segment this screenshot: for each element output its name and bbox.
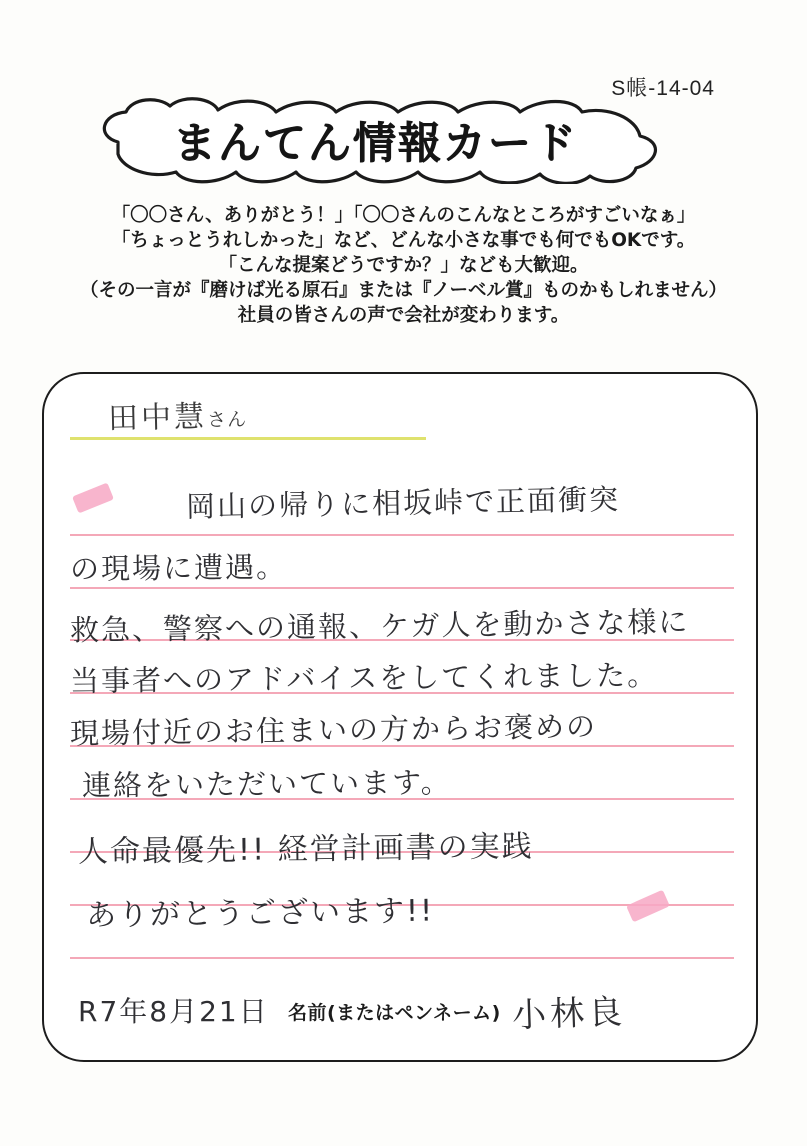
intro-line: 「〇〇さん、ありがとう！」「〇〇さんのこんなところがすごいなぁ」 <box>111 205 696 226</box>
document-code: S帳-14-04 <box>611 77 715 100</box>
recipient-suffix: さん <box>206 408 248 432</box>
recipient-underline-highlight <box>70 437 426 440</box>
rule-line <box>70 957 734 959</box>
card-footer <box>0 990 807 1050</box>
intro-line: 「ちょっとうれしかった」など、どんな小さな事でも何でもOKです。 <box>111 230 696 251</box>
footer-date: R7年8月21日 <box>78 995 269 1028</box>
handwritten-line: 救急、警察への通報、ケガ人を動かさな様に <box>69 604 690 648</box>
intro-line: （その一言が『磨けば光る原石』または『ノーベル賞』ものかもしれません） <box>80 280 727 301</box>
footer-signature: 小林良 <box>511 992 627 1036</box>
rule-line <box>70 587 734 589</box>
rule-line <box>70 534 734 536</box>
handwritten-line: 人命最優先!! 経営計画書の実践 <box>77 829 534 870</box>
handwritten-line: ありがとうございます!! <box>85 893 435 934</box>
handwritten-line: の現場に遭遇。 <box>69 549 288 587</box>
intro-line: 「こんな提案どうですか？」なども大歓迎。 <box>218 255 589 276</box>
handwritten-line: 現場付近のお住まいの方からお褒めの <box>69 709 598 751</box>
footer-name-label: 名前(またはペンネーム) <box>288 1002 501 1024</box>
card-title: まんてん情報カード <box>173 118 578 169</box>
handwritten-line: 岡山の帰りに相坂峠で正面衝突 <box>185 482 621 524</box>
recipient-name-text: 田中慧 <box>107 399 208 437</box>
handwritten-line: 当事者へのアドバイスをしてくれました。 <box>69 657 659 699</box>
recipient-name <box>108 391 248 438</box>
intro-block <box>0 203 807 328</box>
intro-line: 社員の皆さんの声で会社が変わります。 <box>237 305 570 326</box>
title-banner <box>88 96 663 184</box>
handwritten-line: 連絡をいただいています。 <box>81 765 452 803</box>
